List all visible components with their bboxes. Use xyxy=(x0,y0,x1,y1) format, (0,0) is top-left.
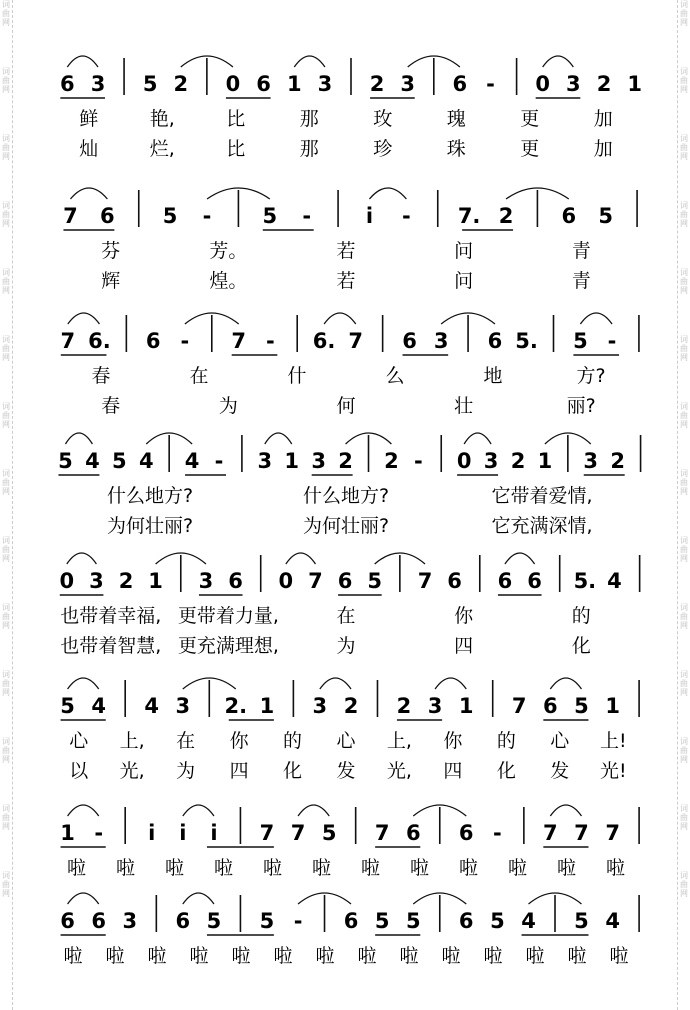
note: 4 xyxy=(85,449,100,473)
watermark-text: 词曲网 xyxy=(2,0,10,27)
slur-arc xyxy=(68,805,99,816)
lyric-syllable: 心 xyxy=(550,730,570,752)
slur-arc xyxy=(68,893,99,904)
lyric-syllable: 啦 xyxy=(213,857,234,879)
lyric-syllable: 灿 xyxy=(79,138,99,160)
lyric-syllable: 啦 xyxy=(63,945,83,967)
lyric-syllable: 在 xyxy=(189,365,209,387)
slur-arc xyxy=(550,805,581,816)
note: 4 xyxy=(607,569,622,593)
note: 6 xyxy=(60,72,75,96)
extension-dash: - xyxy=(180,329,190,353)
lyric-syllable: 光! xyxy=(599,760,627,782)
lyric-syllable: 春 xyxy=(91,365,111,387)
note: 5 xyxy=(374,909,390,933)
note: 6 xyxy=(405,821,421,845)
note: 2 xyxy=(596,72,612,96)
note: 6 xyxy=(452,72,468,96)
note: 6. xyxy=(312,329,336,353)
note: 2 xyxy=(510,449,526,473)
note: 0 xyxy=(456,449,472,473)
lyric-syllable: 啦 xyxy=(164,857,185,879)
lyric-syllable: 啦 xyxy=(441,945,461,967)
lyric-syllable: 光, xyxy=(119,760,145,782)
slur-arc xyxy=(286,553,316,564)
lyric-syllable: 问 xyxy=(454,270,474,292)
lyric-syllable: 鲜 xyxy=(79,108,99,130)
lyric-syllable: 更带着力量, xyxy=(177,605,279,627)
note: 3 xyxy=(90,72,106,96)
lyric-syllable: 也带着幸福, xyxy=(60,605,162,627)
watermark-text: 词曲网 xyxy=(680,335,688,362)
note: i xyxy=(210,821,218,845)
lyric-syllable: 啦 xyxy=(311,857,332,879)
lyric-syllable: 为 xyxy=(336,635,356,657)
note: 5 xyxy=(574,694,589,718)
note: 2 xyxy=(118,569,134,593)
lyric-syllable: 青 xyxy=(571,270,591,292)
note: i xyxy=(148,821,156,845)
watermark-text: 词曲网 xyxy=(680,804,688,831)
lyric-syllable: 比 xyxy=(226,108,246,130)
watermark-text: 词曲网 xyxy=(680,201,688,228)
note: 0 xyxy=(225,72,241,96)
note: 2 xyxy=(498,204,514,228)
note: 3 xyxy=(433,329,449,353)
lyric-syllable: 四 xyxy=(443,760,463,782)
note: 5 xyxy=(142,72,158,96)
note: 5 xyxy=(574,909,589,933)
watermark-text: 词曲网 xyxy=(2,536,10,563)
watermark-text: 词曲网 xyxy=(680,536,688,563)
note: 3 xyxy=(400,72,416,96)
slur-arc xyxy=(68,313,100,324)
slur-arc xyxy=(183,805,214,816)
lyric-syllable: 春 xyxy=(101,395,121,417)
note: 3 xyxy=(583,449,599,473)
lyric-syllable: 加 xyxy=(593,108,613,130)
lyric-syllable: 啦 xyxy=(507,857,528,879)
lyric-syllable: 啦 xyxy=(409,857,430,879)
lyric-syllable: 啦 xyxy=(360,857,381,879)
lyric-syllable: 啦 xyxy=(147,945,167,967)
lyric-syllable: 啦 xyxy=(273,945,293,967)
watermark-text: 词曲网 xyxy=(680,402,688,429)
lyric-syllable: 壮 xyxy=(454,395,474,417)
note: 1 xyxy=(286,72,302,96)
watermark-text: 词曲网 xyxy=(680,469,688,496)
note: 6 xyxy=(228,569,243,593)
watermark-text: 词曲网 xyxy=(2,201,10,228)
slur-arc xyxy=(543,56,574,67)
note: 0 xyxy=(278,569,294,593)
lyric-syllable: 什 xyxy=(287,365,307,387)
slur-arc xyxy=(324,313,356,324)
note: 5 xyxy=(162,204,178,228)
lyric-syllable: 那 xyxy=(299,138,319,160)
note: 6 xyxy=(527,569,542,593)
lyric-syllable: 若 xyxy=(336,270,356,292)
note: 7 xyxy=(348,329,364,353)
lyric-syllable: 珍 xyxy=(373,138,393,160)
lyric-syllable: 什么地方? xyxy=(302,485,390,507)
note: 7 xyxy=(543,821,558,845)
note: 6 xyxy=(487,329,503,353)
lyric-syllable: 化 xyxy=(283,760,303,782)
lyric-syllable: 你 xyxy=(229,730,249,752)
note: 6 xyxy=(145,329,161,353)
lyric-syllable: 为 xyxy=(176,760,196,782)
lyric-syllable: 在 xyxy=(176,730,196,752)
lyric-syllable: 的 xyxy=(283,730,303,752)
lyric-syllable: 方? xyxy=(576,365,606,387)
lyric-syllable: 啦 xyxy=(399,945,419,967)
note: 1 xyxy=(148,569,163,593)
note: 1 xyxy=(284,449,300,473)
lyric-syllable: 它带着爱情, xyxy=(491,485,593,507)
note: 6 xyxy=(100,204,115,228)
note: 3 xyxy=(427,694,443,718)
watermark-text: 词曲网 xyxy=(2,134,10,161)
lyric-syllable: 问 xyxy=(454,240,474,262)
lyric-syllable: 地 xyxy=(483,365,503,387)
lyric-syllable: 什么地方? xyxy=(106,485,194,507)
lyric-syllable: 发 xyxy=(550,760,570,782)
note: 3 xyxy=(483,449,499,473)
lyric-syllable: 四 xyxy=(229,760,249,782)
slur-arc xyxy=(67,553,97,564)
note: 1 xyxy=(605,694,620,718)
note: 1 xyxy=(458,694,474,718)
note: 7 xyxy=(259,821,275,845)
lyric-syllable: 啦 xyxy=(357,945,377,967)
note: 4 xyxy=(184,449,200,473)
note: 5 xyxy=(60,694,75,718)
watermark-text: 词曲网 xyxy=(680,670,688,697)
extension-dash: - xyxy=(94,821,104,845)
note: 4 xyxy=(91,694,107,718)
note: 5. xyxy=(573,569,597,593)
note: 5 xyxy=(58,449,73,473)
note: 6 xyxy=(543,694,558,718)
note: 0 xyxy=(59,569,75,593)
lyric-syllable: 为何壮丽? xyxy=(302,515,390,537)
lyric-syllable: 煌。 xyxy=(209,270,248,292)
extension-dash: - xyxy=(214,449,224,473)
slur-arc xyxy=(369,188,406,199)
slur-arc xyxy=(550,678,581,689)
lyric-syllable: 烂, xyxy=(149,138,175,160)
lyric-syllable: 那 xyxy=(299,108,319,130)
note: 3 xyxy=(89,569,104,593)
lyric-syllable: 若 xyxy=(336,240,356,262)
lyric-syllable: 玫 xyxy=(373,108,393,130)
lyric-syllable: 心 xyxy=(336,730,356,752)
note: 7 xyxy=(511,694,527,718)
lyric-syllable: 以 xyxy=(69,760,89,782)
lyric-syllable: 上! xyxy=(599,730,627,752)
note: 6 xyxy=(343,909,359,933)
extension-dash: - xyxy=(486,72,495,96)
lyric-syllable: 你 xyxy=(443,730,463,752)
note: 2. xyxy=(224,694,248,718)
watermark-text: 词曲网 xyxy=(2,670,10,697)
lyric-syllable: 艳, xyxy=(149,108,175,130)
lyric-syllable: 化 xyxy=(496,760,516,782)
extension-dash: - xyxy=(607,329,617,353)
slur-arc xyxy=(580,313,612,324)
extension-dash: - xyxy=(302,204,312,228)
note: 7 xyxy=(63,204,78,228)
watermark-text: 词曲网 xyxy=(680,737,688,764)
lyric-syllable: 为何壮丽? xyxy=(106,515,194,537)
note: 1 xyxy=(537,449,553,473)
extension-dash: - xyxy=(293,909,303,933)
slur-arc xyxy=(294,56,325,67)
lyric-syllable: 啦 xyxy=(483,945,503,967)
lyric-syllable: 的 xyxy=(571,605,591,627)
lyric-syllable: 比 xyxy=(226,138,246,160)
note: 3 xyxy=(175,694,191,718)
watermark-text: 词曲网 xyxy=(2,871,10,898)
note: 5 xyxy=(405,909,421,933)
note: 5 xyxy=(206,909,222,933)
lyric-syllable: 啦 xyxy=(315,945,335,967)
lyric-syllable: 瑰 xyxy=(446,108,466,130)
note: 5 xyxy=(321,821,337,845)
note: 0 xyxy=(535,72,550,96)
note: 6 xyxy=(337,569,353,593)
note: 1 xyxy=(627,72,642,96)
note: 5 xyxy=(367,569,382,593)
watermark-text: 词曲网 xyxy=(680,67,688,94)
watermark-text: 词曲网 xyxy=(2,737,10,764)
watermark-text: 词曲网 xyxy=(2,603,10,630)
lyric-syllable: 啦 xyxy=(105,945,125,967)
lyric-syllable: 辉 xyxy=(101,270,121,292)
lyric-syllable: 啦 xyxy=(189,945,209,967)
watermark-text: 词曲网 xyxy=(2,335,10,362)
lyric-syllable: 化 xyxy=(571,635,591,657)
lyric-syllable: 啦 xyxy=(262,857,283,879)
lyric-syllable: 啦 xyxy=(567,945,587,967)
note: 4 xyxy=(521,909,536,933)
note: 7 xyxy=(605,821,620,845)
slur-arc xyxy=(464,433,491,444)
note: 6 xyxy=(256,72,271,96)
note: 5. xyxy=(515,329,538,353)
note: 5 xyxy=(573,329,588,353)
note: 5 xyxy=(490,909,505,933)
note: i xyxy=(179,821,187,845)
note: 3 xyxy=(257,449,273,473)
lyric-syllable: 珠 xyxy=(446,138,466,160)
note: 1 xyxy=(60,821,75,845)
slur-arc xyxy=(435,678,466,689)
note: 7 xyxy=(417,569,433,593)
note: 1 xyxy=(259,694,275,718)
note: 4 xyxy=(605,909,620,933)
note: 2 xyxy=(396,694,412,718)
lyric-syllable: 上, xyxy=(386,730,412,752)
note: 2 xyxy=(338,449,353,473)
lyric-syllable: 四 xyxy=(454,635,474,657)
note: 7 xyxy=(308,569,323,593)
lyric-syllable: 在 xyxy=(336,605,356,627)
note: 2 xyxy=(610,449,625,473)
lyric-syllable: 何 xyxy=(336,395,356,417)
lyric-syllable: 啦 xyxy=(115,857,136,879)
note: 4 xyxy=(144,694,159,718)
watermark-text: 词曲网 xyxy=(2,469,10,496)
note: 6 xyxy=(458,909,474,933)
lyric-syllable: 更 xyxy=(520,138,540,160)
lyric-syllable: 发 xyxy=(336,760,356,782)
lyric-syllable: 心 xyxy=(69,730,89,752)
lyric-syllable: 为 xyxy=(218,395,238,417)
note: 3 xyxy=(198,569,214,593)
lyric-syllable: 啦 xyxy=(525,945,545,967)
lyric-syllable: 青 xyxy=(571,240,591,262)
watermark-text: 词曲网 xyxy=(680,0,688,27)
extension-dash: - xyxy=(413,449,423,473)
extension-dash: - xyxy=(402,204,411,228)
watermark-text: 词曲网 xyxy=(680,603,688,630)
lyric-syllable: 啦 xyxy=(66,857,87,879)
lyric-syllable: 更 xyxy=(520,108,540,130)
note: 5 xyxy=(112,449,127,473)
note: 3 xyxy=(311,449,326,473)
note: 6 xyxy=(402,329,417,353)
watermark-text: 词曲网 xyxy=(680,871,688,898)
note: i xyxy=(365,204,374,228)
slur-arc xyxy=(265,433,292,444)
note: 6. xyxy=(88,329,111,353)
watermark-text: 词曲网 xyxy=(2,804,10,831)
note: 3 xyxy=(122,909,138,933)
lyric-syllable: 芳。 xyxy=(209,240,248,262)
slur-arc xyxy=(183,893,214,904)
lyric-syllable: 你 xyxy=(454,605,474,627)
slur-arc xyxy=(298,805,329,816)
slur-arc xyxy=(67,56,98,67)
note: 2 xyxy=(173,72,189,96)
watermark-text: 词曲网 xyxy=(680,134,688,161)
note: 7. xyxy=(457,204,481,228)
note: 6 xyxy=(561,204,577,228)
note: 7 xyxy=(574,821,589,845)
note: 7 xyxy=(290,821,306,845)
lyric-syllable: 啦 xyxy=(458,857,479,879)
note: 2 xyxy=(369,72,385,96)
lyric-syllable: 加 xyxy=(593,138,613,160)
note: 7 xyxy=(231,329,246,353)
note: 6 xyxy=(175,909,191,933)
lyric-syllable: 啦 xyxy=(605,857,626,879)
note: 6 xyxy=(91,909,107,933)
extension-dash: - xyxy=(265,329,275,353)
lyric-syllable: 啦 xyxy=(556,857,577,879)
watermark-text: 词曲网 xyxy=(2,402,10,429)
slur-arc xyxy=(68,678,99,689)
lyric-syllable: 啦 xyxy=(231,945,251,967)
lyric-syllable: 芬 xyxy=(101,240,121,262)
lyric-syllable: 丽? xyxy=(566,395,596,417)
watermark-text: 词曲网 xyxy=(2,268,10,295)
note: 2 xyxy=(343,694,359,718)
watermark-text: 词曲网 xyxy=(680,268,688,295)
extension-dash: - xyxy=(493,821,502,845)
note: 3 xyxy=(312,694,328,718)
lyric-syllable: 也带着智慧, xyxy=(60,635,162,657)
note: 5 xyxy=(259,909,275,933)
slur-arc xyxy=(65,433,92,444)
note: 3 xyxy=(566,72,581,96)
note: 5 xyxy=(262,204,278,228)
slur-arc xyxy=(70,188,107,199)
note: 5 xyxy=(598,204,614,228)
lyric-syllable: 么 xyxy=(385,365,405,387)
note: 4 xyxy=(138,449,154,473)
lyric-syllable: 光, xyxy=(386,760,412,782)
note: 6 xyxy=(497,569,513,593)
lyric-syllable: 上, xyxy=(119,730,145,752)
note: 7 xyxy=(60,329,76,353)
lyric-syllable: 它充满深情, xyxy=(491,515,593,537)
extension-dash: - xyxy=(202,204,212,228)
lyric-syllable: 啦 xyxy=(609,945,629,967)
note: 2 xyxy=(384,449,399,473)
lyric-syllable: 更充满理想, xyxy=(177,635,279,657)
note: 3 xyxy=(317,72,333,96)
lyric-syllable: 的 xyxy=(496,730,516,752)
note: 6 xyxy=(60,909,75,933)
watermark-text: 词曲网 xyxy=(2,67,10,94)
slur-arc xyxy=(505,553,535,564)
note: 6 xyxy=(458,821,474,845)
note: 7 xyxy=(374,821,390,845)
note: 6 xyxy=(447,569,462,593)
slur-arc xyxy=(320,678,351,689)
